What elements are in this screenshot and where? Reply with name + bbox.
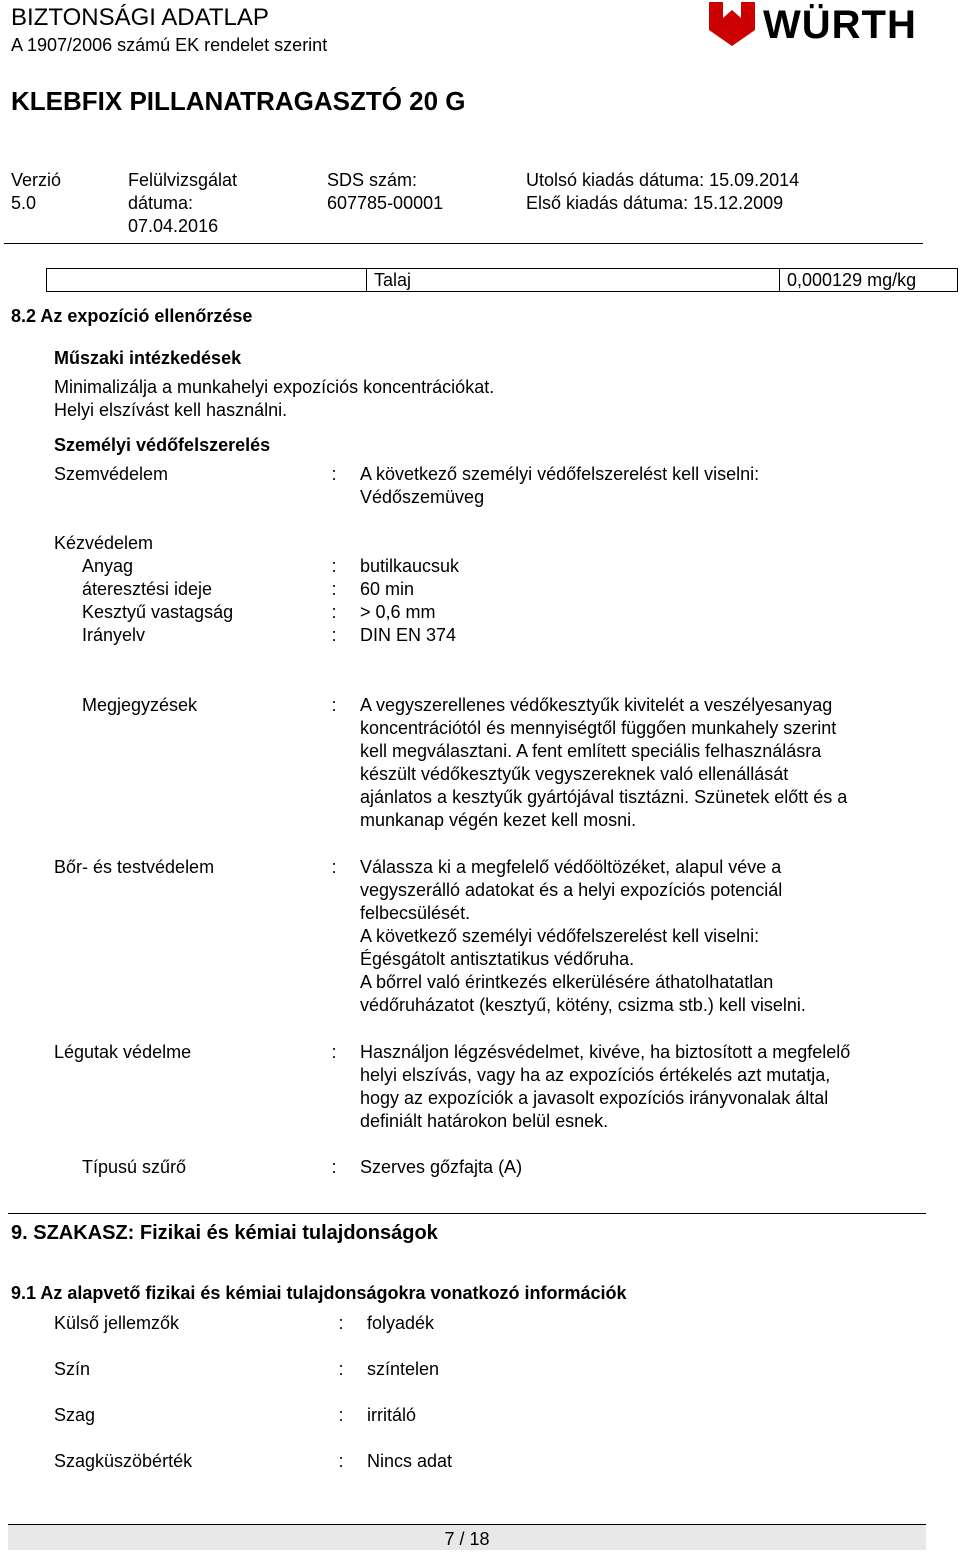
sds-label: SDS szám: [327, 170, 418, 190]
material-value: butilkaucsuk [360, 556, 460, 576]
colon-separator: : [331, 1042, 337, 1062]
guideline-label: Irányelv [82, 625, 146, 645]
sds-number: 607785-00001 [327, 193, 444, 213]
review-label-2: dátuma: [128, 193, 194, 213]
guideline-value: DIN EN 374 [360, 625, 457, 645]
version-label: Verzió [11, 170, 62, 190]
skin-protection-line: vegyszerálló adatokat és a helyi expozíciós potenciál [360, 880, 783, 900]
colon-separator: : [331, 579, 337, 599]
skin-protection-line: A bőrrel való érintkezés elkerülésére áthatolhatatlan [360, 972, 774, 992]
eye-protection-label: Szemvédelem [54, 464, 169, 484]
review-label: Felülvizsgálat [128, 170, 238, 190]
table-left-border [46, 268, 47, 292]
appearance-value: folyadék [367, 1313, 435, 1333]
colon-separator: : [331, 602, 337, 622]
eye-protection-value-1: A következő személyi védőfelszerelést kell viselni: [360, 464, 760, 484]
respiratory-protection-line: helyi elszívás, vagy ha az expozíciós értékelés azt mutatja, [360, 1065, 831, 1085]
notes-line: készült védőkesztyűk vegyszereknek való ellenállását [360, 764, 789, 784]
odor-label: Szag [54, 1405, 96, 1425]
odor-threshold-label: Szagküszöbérték [54, 1451, 193, 1471]
skin-protection-line: Égésgátolt antisztatikus védőruha. [360, 949, 635, 969]
colon-separator: : [331, 857, 337, 877]
footer-divider [8, 1524, 926, 1525]
product-name: KLEBFIX PILLANATRAGASZTÓ 20 G [11, 86, 466, 116]
hand-protection-label: Kézvédelem [54, 533, 154, 553]
colon-separator: : [331, 464, 337, 484]
glove-thickness-value: > 0,6 mm [360, 602, 436, 622]
section-9-divider [8, 1213, 926, 1214]
eye-protection-value-2: Védőszemüveg [360, 487, 485, 507]
document-subtitle: A 1907/2006 számú EK rendelet szerint [11, 35, 328, 55]
respiratory-protection-line: hogy az expozíciók a javasolt expozíciós irányvonalak által [360, 1088, 829, 1108]
last-issue-date: Utolsó kiadás dátuma: 15.09.2014 [526, 170, 800, 190]
section-9-1-heading: 9.1 Az alapvető fizikai és kémiai tulajdonságokra vonatkozó információk [11, 1283, 627, 1303]
section-8-2-heading: 8.2 Az expozíció ellenőrzése [11, 306, 253, 326]
notes-line: koncentrációtól és mennyiségtől függően munkahely szerint [360, 718, 837, 738]
appearance-label: Külső jellemzők [54, 1313, 180, 1333]
notes-line: A vegyszerellenes védőkesztyűk kivitelét a veszélyesanyag [360, 695, 833, 715]
ppe-heading: Személyi védőfelszerelés [54, 435, 271, 455]
skin-protection-label: Bőr- és testvédelem [54, 857, 215, 877]
header-divider [4, 243, 923, 244]
page-number: 7 / 18 [444, 1529, 490, 1549]
wurth-logo-icon [707, 0, 757, 48]
notes-line: kell megválasztani. A fent említett speciális felhasználásra [360, 741, 822, 761]
skin-protection-line: Válassza ki a megfelelő védőöltözéket, alapul véve a [360, 857, 782, 877]
notes-line: ajánlatos a kesztyűk gyártójával tisztázni. Szünetek előtt és a [360, 787, 848, 807]
skin-protection-line: felbecsülését. [360, 903, 471, 923]
table-col-border [366, 268, 367, 292]
skin-protection-line: A következő személyi védőfelszerelést kell viselni: [360, 926, 760, 946]
brand-name: WÜRTH [763, 3, 917, 47]
review-date: 07.04.2016 [128, 216, 219, 236]
colon-separator: : [338, 1451, 344, 1471]
colon-separator: : [331, 556, 337, 576]
table-col-border-2 [779, 268, 780, 292]
filter-type-value: Szerves gőzfajta (A) [360, 1157, 523, 1177]
tech-measures-text-1: Minimalizálja a munkahelyi expozíciós koncentrációkat. [54, 377, 495, 397]
color-label: Szín [54, 1359, 91, 1379]
table-cell-medium: Talaj [374, 270, 412, 290]
section-9-heading: 9. SZAKASZ: Fizikai és kémiai tulajdonságok [11, 1222, 438, 1244]
tech-measures-text-2: Helyi elszívást kell használni. [54, 400, 288, 420]
colon-separator: : [338, 1313, 344, 1333]
breakthrough-label: áteresztési ideje [82, 579, 213, 599]
tech-measures-heading: Műszaki intézkedések [54, 348, 242, 368]
notes-label: Megjegyzések [82, 695, 198, 715]
odor-value: irritáló [367, 1405, 417, 1425]
breakthrough-value: 60 min [360, 579, 415, 599]
color-value: színtelen [367, 1359, 440, 1379]
colon-separator: : [331, 625, 337, 645]
filter-type-label: Típusú szűrő [82, 1157, 187, 1177]
colon-separator: : [338, 1405, 344, 1425]
colon-separator: : [331, 1157, 337, 1177]
colon-separator: : [338, 1359, 344, 1379]
notes-line: munkanap végén kezet kell mosni. [360, 810, 637, 830]
glove-thickness-label: Kesztyű vastagság [82, 602, 234, 622]
material-label: Anyag [82, 556, 134, 576]
respiratory-protection-line: definiált határokon belül esnek. [360, 1111, 609, 1131]
odor-threshold-value: Nincs adat [367, 1451, 453, 1471]
colon-separator: : [331, 695, 337, 715]
respiratory-protection-label: Légutak védelme [54, 1042, 192, 1062]
version-value: 5.0 [11, 193, 37, 213]
table-cell-value: 0,000129 mg/kg [787, 270, 917, 290]
respiratory-protection-line: Használjon légzésvédelmet, kivéve, ha biztosított a megfelelő [360, 1042, 851, 1062]
table-right-border [957, 268, 958, 292]
wurth-logo [707, 0, 925, 50]
first-issue-date: Első kiadás dátuma: 15.12.2009 [526, 193, 784, 213]
skin-protection-line: védőruházatot (kesztyű, kötény, csizma stb.) kell viselni. [360, 995, 806, 1015]
document-title: BIZTONSÁGI ADATLAP [11, 4, 269, 31]
